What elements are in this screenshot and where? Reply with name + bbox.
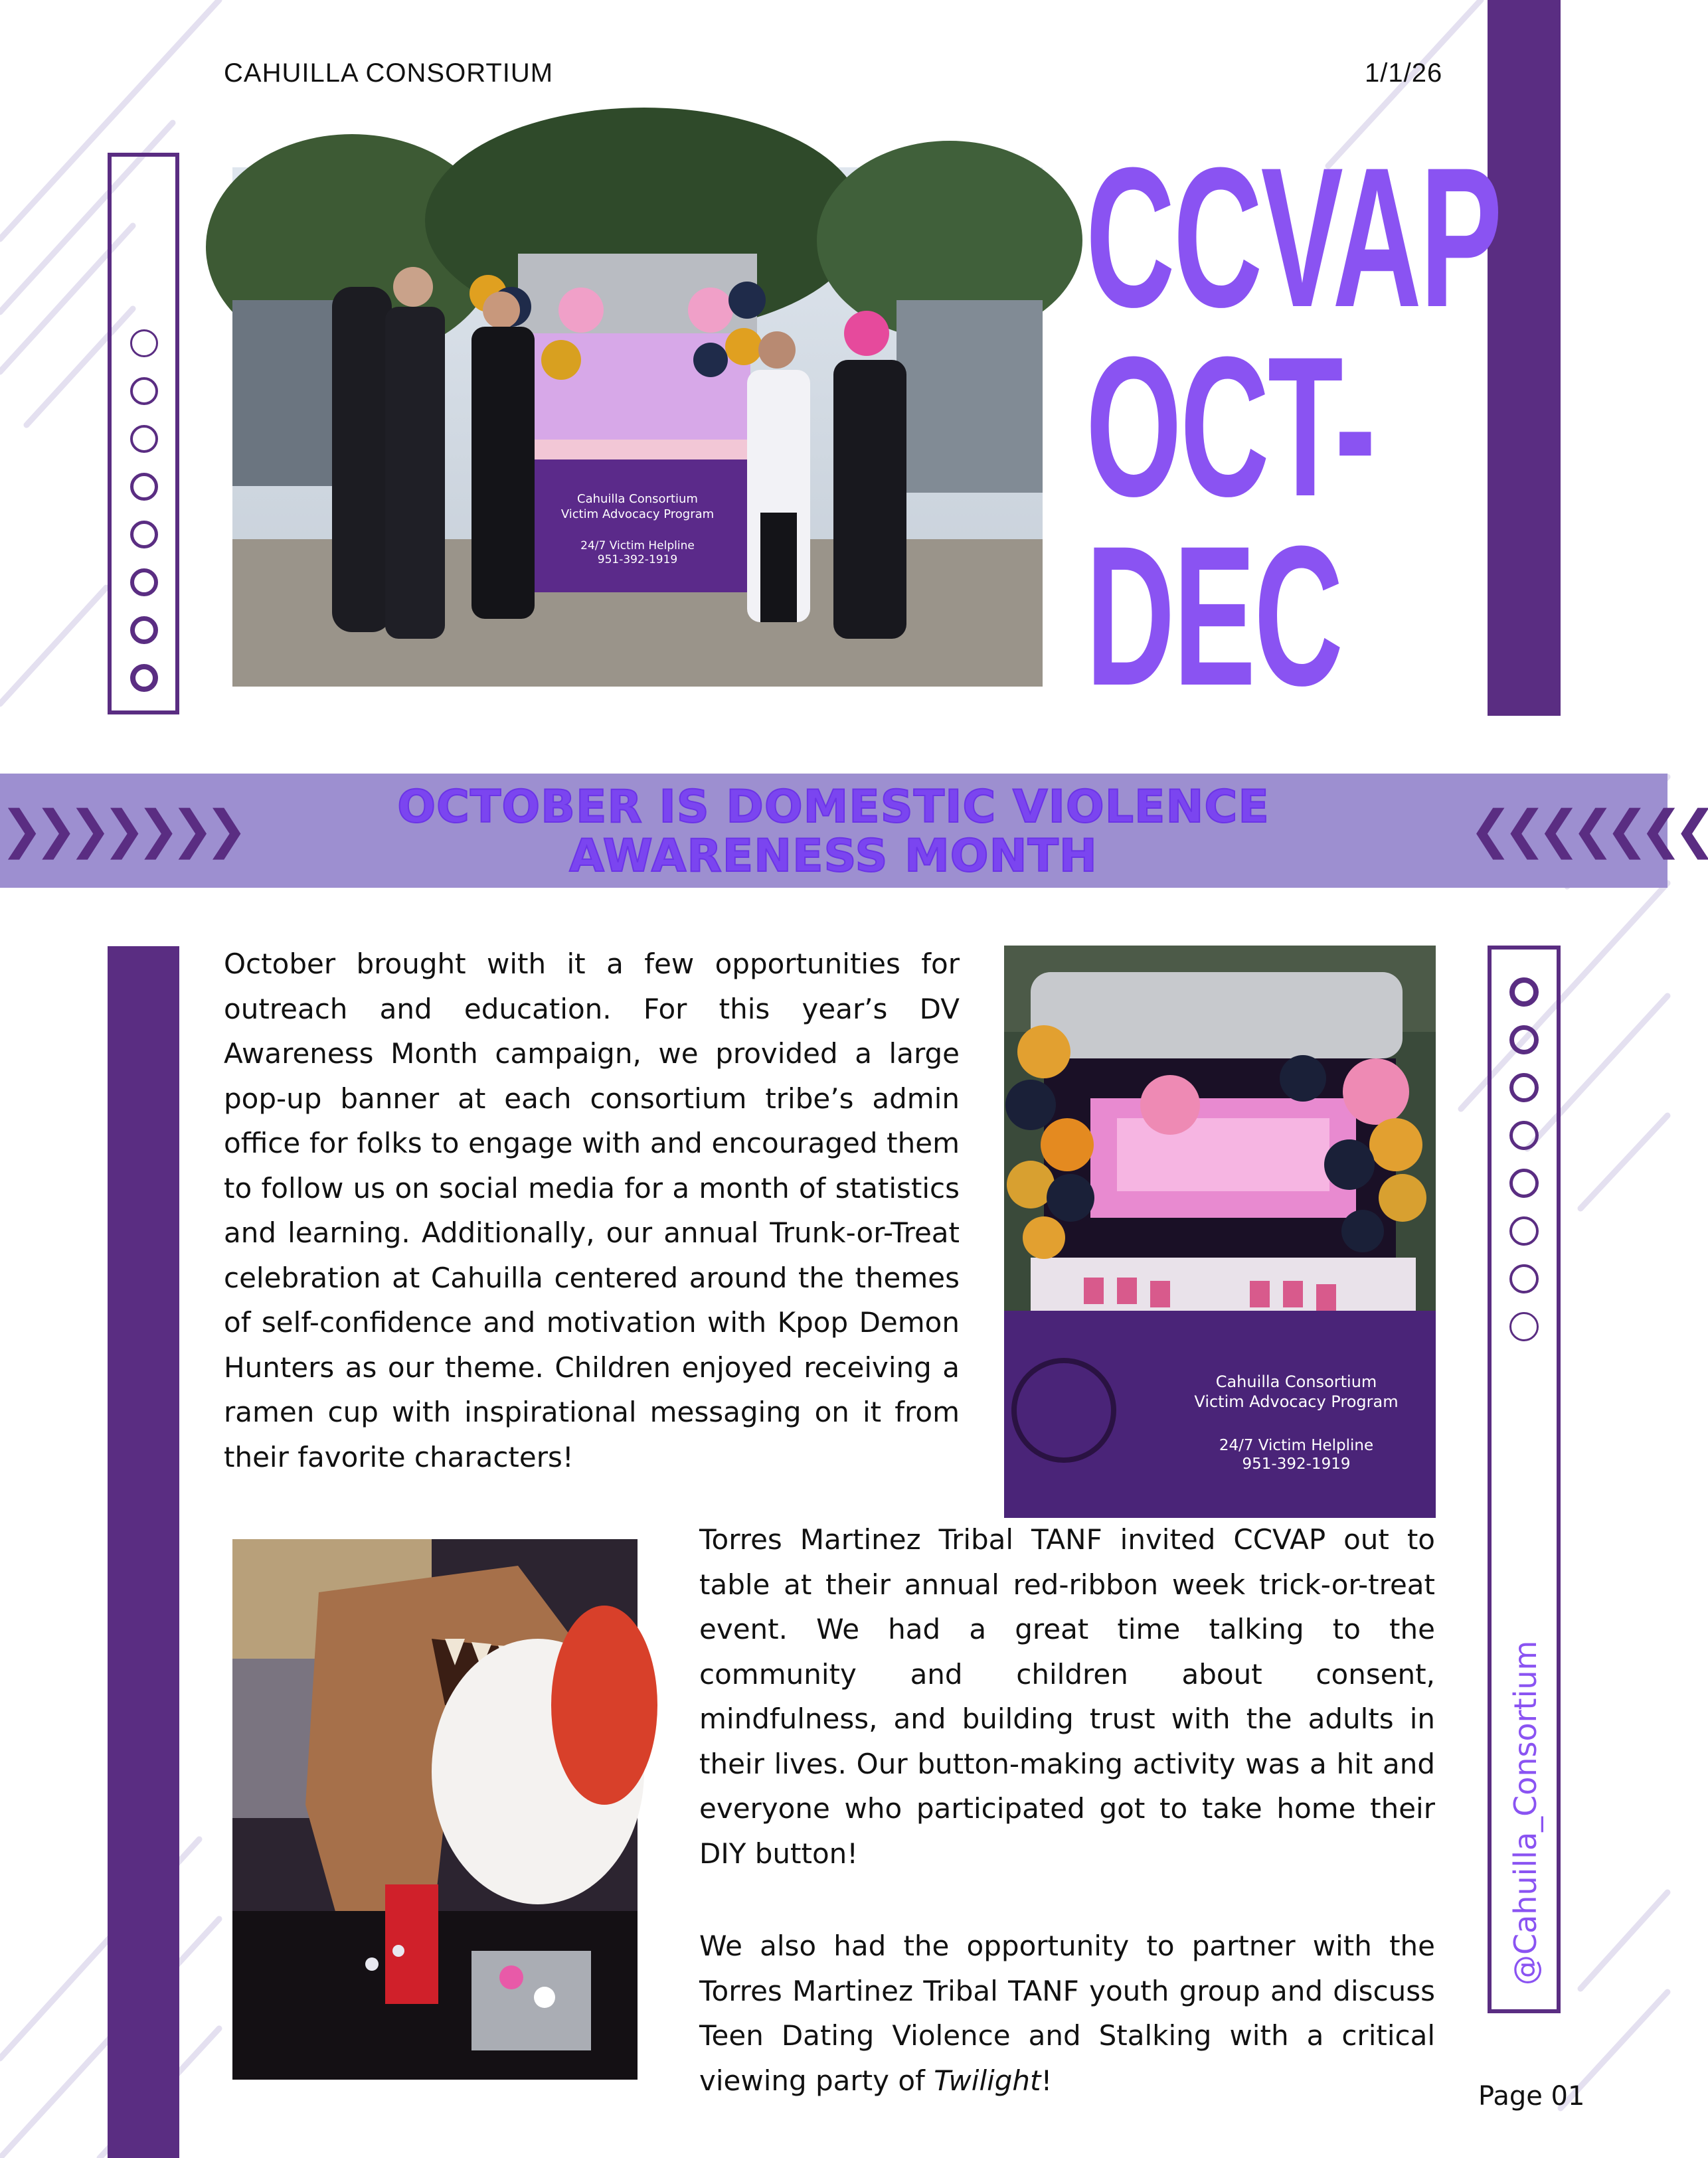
- awareness-banner: [0, 774, 1708, 888]
- chevron-right-icons: ❯❯❯❯❯❯❯: [0, 800, 239, 860]
- ring-icon: [130, 425, 158, 453]
- title-line-3: DEC: [1086, 504, 1342, 727]
- page-title: [1086, 125, 1501, 727]
- trunk-or-treat-group-photo: [232, 167, 1043, 687]
- page-number: Page 01: [1478, 2081, 1585, 2112]
- social-handle: @Cahuilla_Consortium: [1507, 1640, 1543, 1985]
- issue-date: 1/1/26: [1365, 58, 1443, 88]
- chevron-left-icons: ❮❮❮❮❮❮❮: [1469, 800, 1708, 860]
- org-name: CAHUILLA CONSORTIUM: [224, 58, 554, 88]
- bottom-left-accent-bar: [108, 946, 179, 2158]
- ring-icon: [1509, 1169, 1539, 1198]
- photo-sign-text: Cahuilla Consortium: [1215, 1372, 1377, 1391]
- photo-sign-text: 951-392-1919: [1242, 1455, 1351, 1473]
- photo-sign-text: Victim Advocacy Program: [560, 507, 715, 521]
- article-paragraph-1: October brought with it a few opportunities for outreach and education. For this year’s DV Awareness Month campaign, we provided a large pop-up banner at each consortium tribe’s admin office for folks to engage with and encouraged them to follow us on social media for a month of statistics and learning. Additionally, our annual Trunk-or-Treat celebration at Cahuilla centered around the themes of self-confidence and motivation with Kpop Demon Hunters as our theme. Children enjoyed receiving a ramen cup with inspirational messaging on it from their favorite characters!: [224, 948, 960, 1473]
- ring-icon: [1509, 1216, 1539, 1246]
- dinosaur-button-making-photo: [232, 1539, 638, 2080]
- ring-icon: [1509, 1073, 1539, 1102]
- ring-icon: [1509, 1121, 1539, 1150]
- title-line-1: CCVAP: [1086, 125, 1501, 349]
- article-paragraph-2: Torres Martinez Tribal TANF invited CCVAP out to table at their annual red-ribbon week trick-or-treat event. We had a great time talking to the community and children about consent, mindfulness, and building trust with the adults in their lives. Our button-making activity was a hit and everyone who participated got to take home their DIY button!: [699, 1523, 1435, 1870]
- ring-icon: [130, 329, 158, 357]
- ring-icon: [130, 664, 158, 692]
- ring-icon: [1509, 1264, 1539, 1293]
- ring-icon: [1509, 1312, 1539, 1341]
- paragraph-3-text: We also had the opportunity to partner with the Torres Martinez Tribal TANF youth group and discuss Teen Dating Violence and Stalking with a critical viewing party of: [699, 1930, 1435, 2097]
- right-ring-panel: [1488, 946, 1561, 2013]
- photo-sign-text: Cahuilla Consortium: [577, 492, 698, 506]
- article-paragraph-3: [699, 1924, 1435, 2103]
- ring-icon: [130, 473, 158, 501]
- ring-icon: [130, 616, 158, 644]
- title-line-2: OCT-: [1086, 315, 1375, 538]
- photo-sign-text: 24/7 Victim Helpline: [1219, 1437, 1374, 1454]
- left-ring-panel: [108, 153, 179, 714]
- banner-line-1: OCTOBER IS DOMESTIC VIOLENCE: [397, 781, 1270, 833]
- movie-title: Twilight: [934, 2064, 1041, 2097]
- ring-icon: [130, 568, 158, 596]
- ring-icon: [1509, 1025, 1539, 1054]
- paragraph-3-end: !: [1041, 2064, 1053, 2097]
- photo-sign-text: 951-392-1919: [597, 553, 678, 566]
- ring-icon: [130, 521, 158, 548]
- decorated-table-photo: [1004, 946, 1436, 1518]
- ring-icon: [130, 377, 158, 405]
- photo-sign-text: 24/7 Victim Helpline: [580, 539, 695, 552]
- banner-heading: [219, 783, 1448, 881]
- photo-sign-text: Victim Advocacy Program: [1194, 1392, 1399, 1411]
- banner-line-2: AWARENESS MONTH: [569, 830, 1098, 882]
- ring-icon: [1509, 977, 1539, 1007]
